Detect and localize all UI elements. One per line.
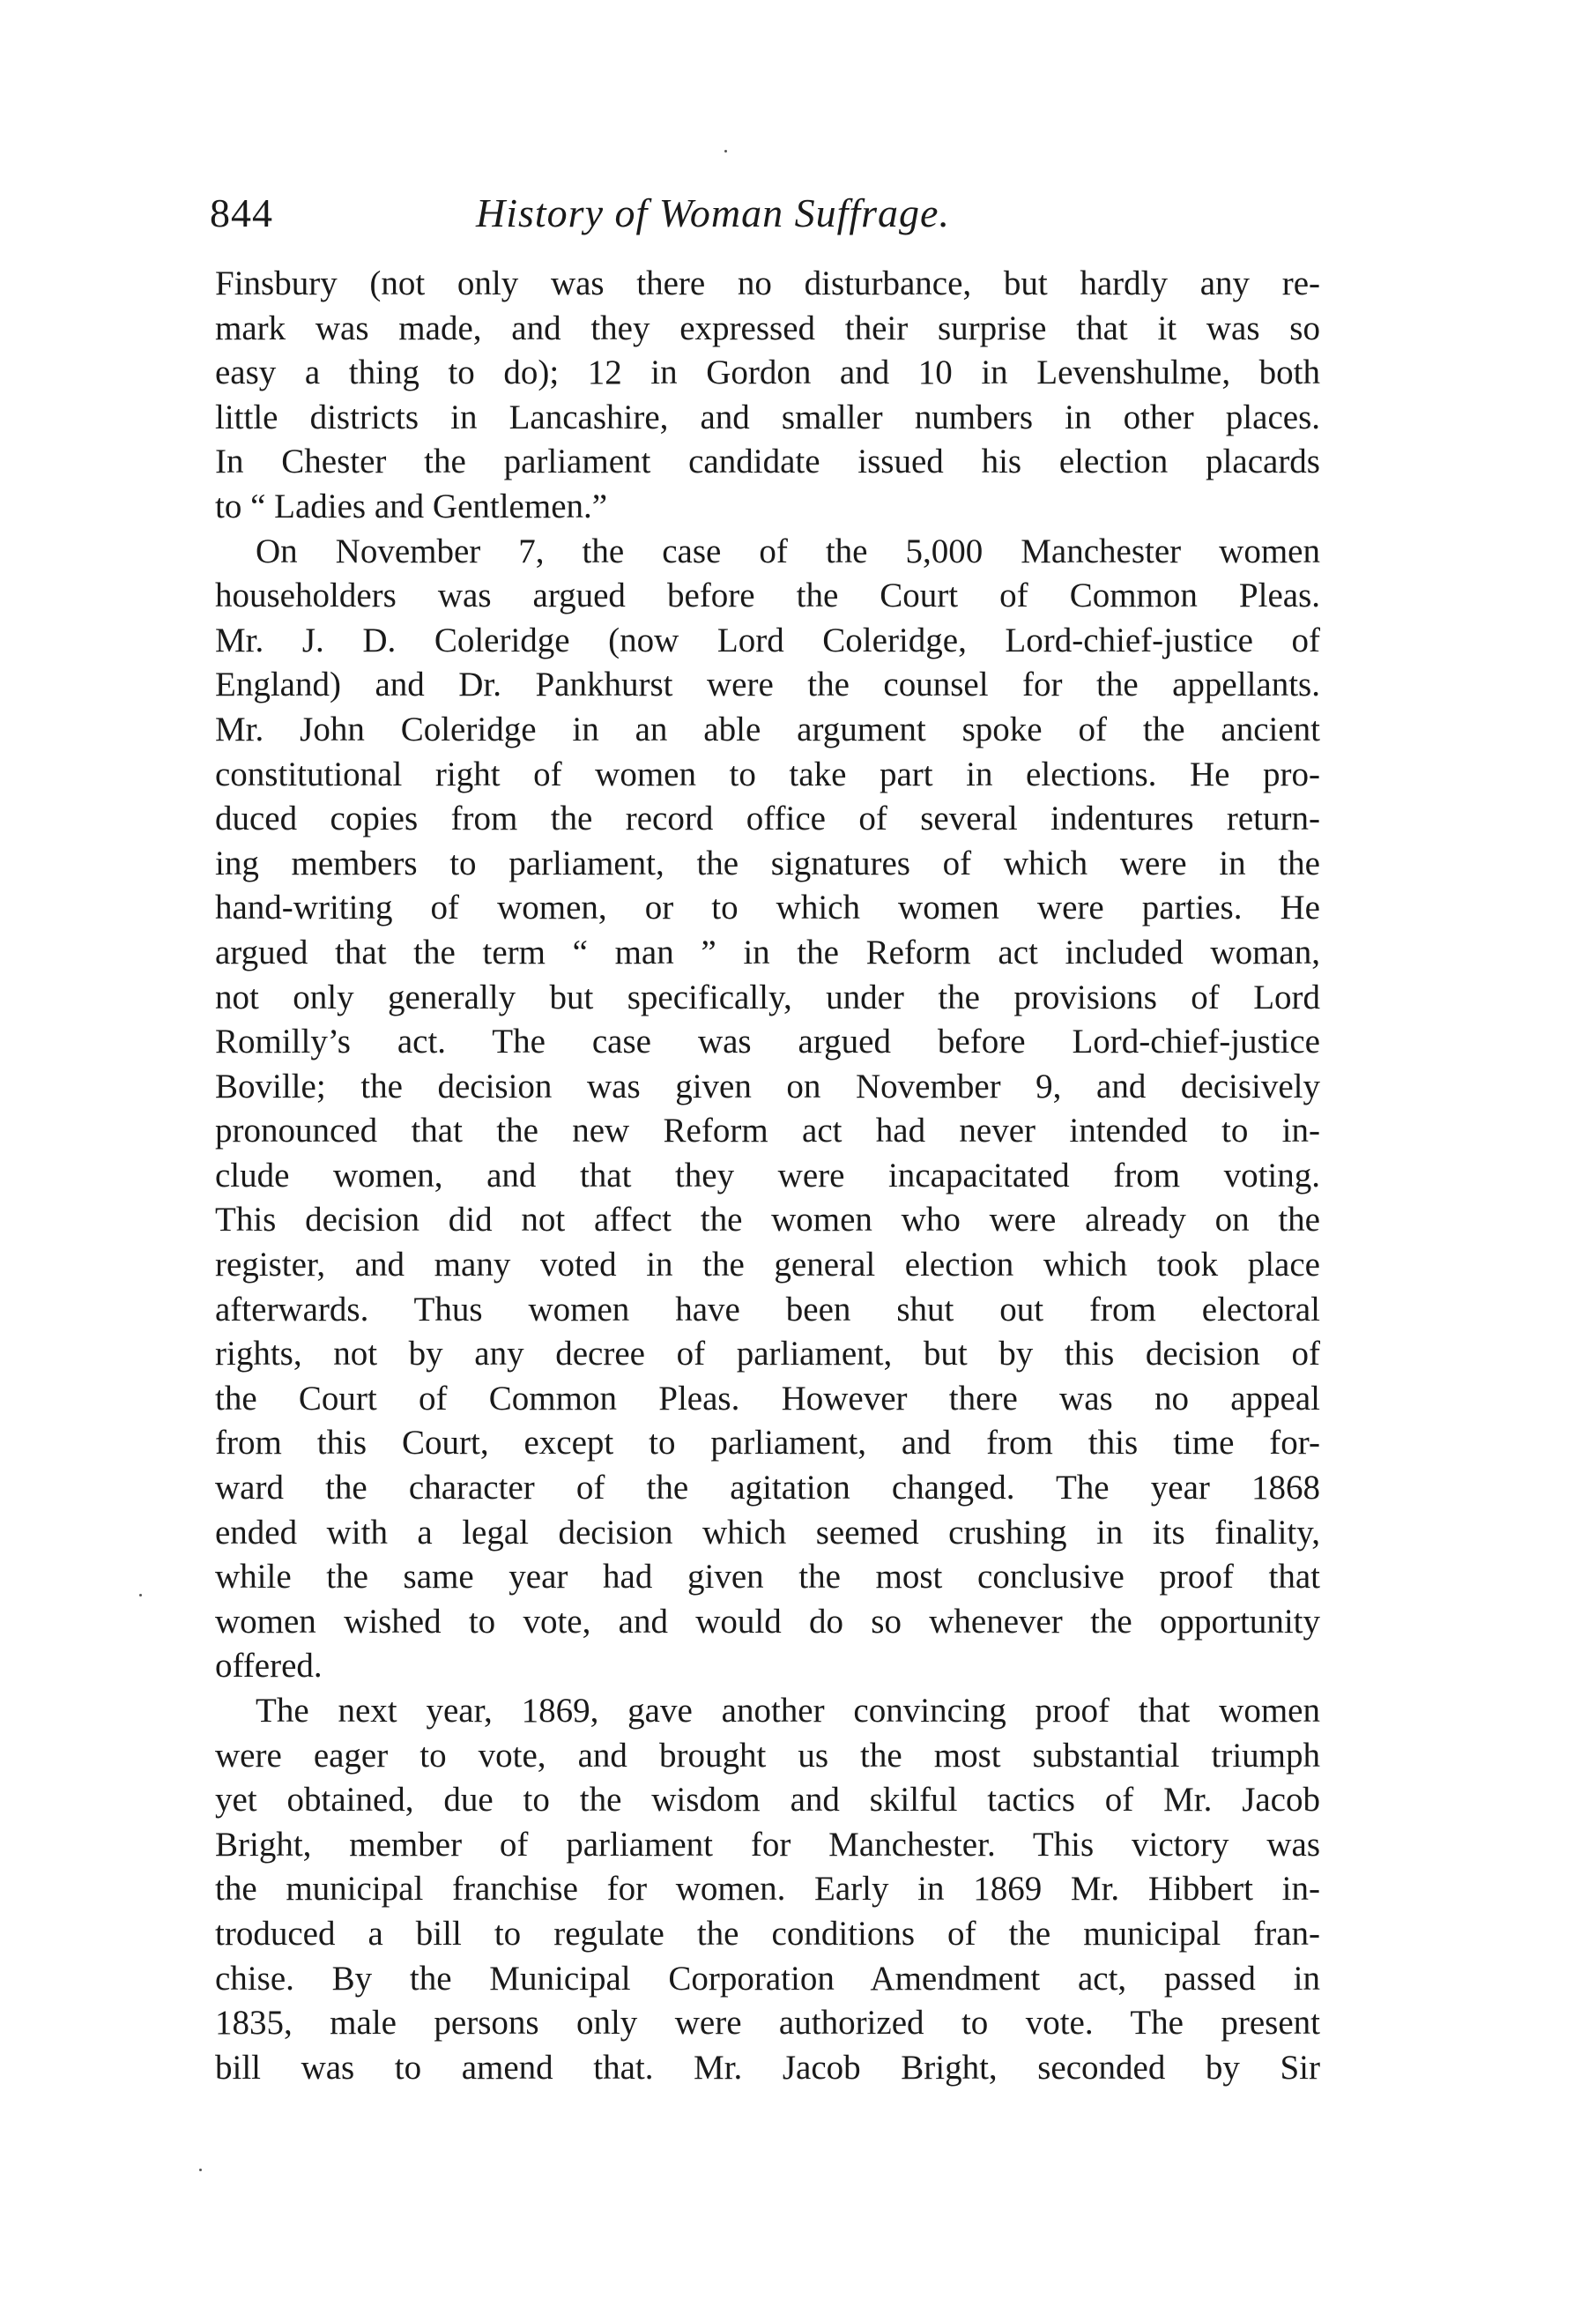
text-line: afterwards. Thus women have been shut out from electoral: [215, 1290, 1320, 1328]
text-line: Mr. John Coleridge in an able argument spoke of the ancient: [215, 710, 1320, 748]
text-line: ing members to parliament, the signatures of which were in the: [215, 844, 1320, 882]
text-line: argued that the term “ man ” in the Reform act included woman,: [215, 933, 1320, 971]
speck-mark: [139, 1594, 142, 1596]
text-line: Mr. J. D. Coleridge (now Lord Coleridge, Lord-chief-justice of: [215, 621, 1320, 659]
text-line: easy a thing to do); 12 in Gordon and 10 in Levenshulme, both: [215, 353, 1320, 392]
text-line: the Court of Common Pleas. However there was no appeal: [215, 1379, 1320, 1418]
speck-mark: [199, 2169, 202, 2171]
text-line: Finsbury (not only was there no disturbance, but hardly any re-: [215, 264, 1320, 302]
text-line: On November 7, the case of the 5,000 Manchester women: [256, 532, 1320, 570]
text-line: pronounced that the new Reform act had never intended to in-: [215, 1112, 1320, 1150]
text-line: yet obtained, due to the wisdom and skilful tactics of Mr. Jacob: [215, 1781, 1320, 1820]
text-line: ended with a legal decision which seemed crushing in its finality,: [215, 1513, 1320, 1552]
text-line: 1835, male persons only were authorized to vote. The present: [215, 2004, 1320, 2043]
text-line: clude women, and that they were incapacitated from voting.: [215, 1156, 1320, 1194]
text-line: hand-writing of women, or to which women were parties. He: [215, 889, 1320, 927]
text-line: The next year, 1869, gave another convincing proof that women: [256, 1692, 1320, 1730]
text-line: chise. By the Municipal Corporation Amendment act, passed in: [215, 1959, 1320, 1998]
text-line: women wished to vote, and would do so whenever the opportunity: [215, 1602, 1320, 1641]
text-line: little districts in Lancashire, and smaller numbers in other places.: [215, 398, 1320, 436]
text-line: England) and Dr. Pankhurst were the counsel for the appellants.: [215, 666, 1320, 704]
body-text: [215, 262, 1320, 2090]
text-line: rights, not by any decree of parliament, but by this decision of: [215, 1335, 1320, 1373]
text-line: This decision did not affect the women who were already on the: [215, 1201, 1320, 1239]
text-line: householders was argued before the Court of Common Pleas.: [215, 577, 1320, 615]
text-line: troduced a bill to regulate the conditions of the municipal fran-: [215, 1914, 1320, 1953]
text-line: not only generally but specifically, under the provisions of Lord: [215, 978, 1320, 1016]
text-line: while the same year had given the most conclusive proof that: [215, 1558, 1320, 1596]
text-line: Bright, member of parliament for Manchester. This victory was: [215, 1825, 1320, 1864]
text-line: to “ Ladies and Gentlemen.”: [215, 487, 608, 525]
text-line: bill was to amend that. Mr. Jacob Bright, seconded by Sir: [215, 2048, 1320, 2087]
text-line: Boville; the decision was given on November 9, and decisively: [215, 1067, 1320, 1105]
speck-mark: [724, 150, 727, 153]
text-line: mark was made, and they expressed their surprise that it was so: [215, 309, 1320, 347]
text-line: duced copies from the record office of several indentures return-: [215, 800, 1320, 838]
text-line: In Chester the parliament candidate issued his election placards: [215, 443, 1320, 481]
text-line: from this Court, except to parliament, and from this time for-: [215, 1424, 1320, 1462]
text-line: ward the character of the agitation changed. The year 1868: [215, 1469, 1320, 1507]
text-line: offered.: [215, 1647, 323, 1686]
running-title: History of Woman Suffrage.: [476, 190, 950, 235]
page-header: [210, 190, 1320, 251]
text-line: Romilly’s act. The case was argued before Lord-chief-justice: [215, 1023, 1320, 1061]
page-number: 844: [210, 190, 273, 235]
text-line: the municipal franchise for women. Early in 1869 Mr. Hibbert in-: [215, 1870, 1320, 1909]
text-line: constitutional right of women to take part in elections. He pro-: [215, 755, 1320, 793]
text-line: were eager to vote, and brought us the most substantial triumph: [215, 1736, 1320, 1775]
text-line: register, and many voted in the general election which took place: [215, 1246, 1320, 1284]
